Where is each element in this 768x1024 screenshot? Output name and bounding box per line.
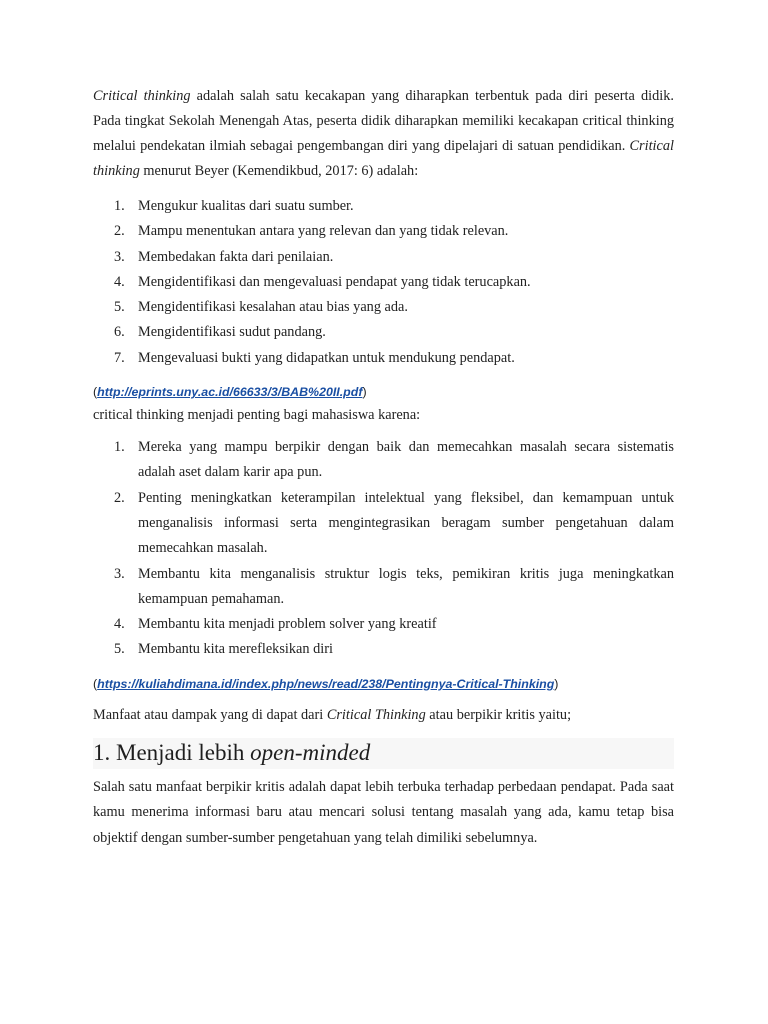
list-item-text: Mengukur kualitas dari suatu sumber. (138, 198, 354, 214)
list-item-number: 1. (114, 439, 125, 456)
critical-thinking-term: Critical Thinking (326, 706, 426, 723)
beyer-criteria-list (93, 194, 674, 371)
reference-2 (93, 674, 674, 694)
list-item (93, 612, 674, 637)
list-item-text: Mengidentifikasi kesalahan atau bias yang ada. (138, 299, 408, 316)
intro-paragraph (93, 84, 674, 184)
list-item-number: 1. (114, 198, 125, 214)
list-item-number: 2. (114, 223, 125, 240)
list-item-text: Mampu menentukan antara yang relevan dan yang tidak relevan. (138, 223, 509, 240)
list-item (93, 346, 674, 371)
heading-prefix: 1. Menjadi lebih (93, 739, 251, 765)
critical-thinking-term: Critical thinking (93, 88, 191, 104)
list-item (93, 219, 674, 244)
list-item-number: 5. (114, 299, 125, 316)
section-heading (93, 738, 674, 769)
list-item-number: 6. (114, 324, 125, 341)
list-item-number: 5. (114, 641, 125, 658)
list-item (93, 637, 674, 662)
intro-text-1: adalah salah satu kecakapan yang diharapkan terbentuk pada diri peserta didik. Pada tingkat Sekolah Menengah Atas, peserta didik diharapkan memiliki kecakapan critical thinking melalui pendekatan ilmiah sebagai pengembangan diri yang dipelajari di satuan pendidikan. (93, 88, 674, 154)
list-item-number: 2. (114, 489, 125, 506)
list-item-number: 4. (114, 616, 125, 633)
benefits-intro-text-1: Manfaat atau dampak yang di dapat dari (93, 706, 327, 723)
list-item-number: 4. (114, 273, 125, 290)
list-item-number: 3. (114, 565, 125, 582)
list-item-text: Penting meningkatkan keterampilan intelektual yang fleksibel, dan kemampuan untuk menganalisis informasi serta mengintegrasikan beragam sumber pengetahuan dalam memecahkan masalah. (138, 489, 674, 557)
reference-link[interactable]: http://eprints.uny.ac.id/66633/3/BAB%20II.pdf (97, 385, 363, 400)
importance-intro: critical thinking menjadi penting bagi mahasiswa karena: (93, 407, 421, 424)
reference-1 (93, 382, 674, 402)
benefits-intro-text-2: atau berpikir kritis yaitu; (425, 706, 572, 723)
benefits-intro (93, 703, 674, 727)
list-item-text: Mengidentifikasi sudut pandang. (138, 324, 326, 341)
importance-list (93, 435, 674, 663)
list-item-number: 3. (114, 248, 125, 265)
intro-text-2: menurut Beyer (Kemendikbud, 2017: 6) adalah: (139, 163, 419, 179)
list-item-text: Mengevaluasi bukti yang didapatkan untuk mendukung pendapat. (138, 349, 515, 366)
list-item-text: Mengidentifikasi dan mengevaluasi pendapat yang tidak terucapkan. (138, 273, 531, 290)
list-item-text: Membantu kita merefleksikan diri (138, 641, 333, 658)
critical-thinking-term: Critical thinking (93, 138, 674, 179)
list-item (93, 295, 674, 320)
list-item (93, 562, 674, 613)
list-item-text: Membedakan fakta dari penilaian. (138, 248, 334, 265)
list-item-text: Membantu kita menganalisis struktur logis teks, pemikiran kritis juga meningkatkan kemampuan pemahaman. (138, 565, 674, 607)
list-item (93, 245, 674, 270)
list-item (93, 320, 674, 345)
list-item (93, 486, 674, 562)
list-item-text: Membantu kita menjadi problem solver yang kreatif (138, 616, 437, 633)
list-item-number: 7. (114, 349, 125, 366)
document-content (93, 84, 674, 851)
reference-open-paren: ( (93, 676, 98, 691)
list-item-text: Mereka yang mampu berpikir dengan baik dan memecahkan masalah secara sistematis adalah aset dalam karir apa pun. (138, 439, 674, 481)
reference-close-paren: ) (554, 676, 559, 691)
reference-close-paren: ) (362, 385, 367, 400)
list-item (93, 435, 674, 486)
reference-link[interactable]: https://kuliahdimana.id/index.php/news/read/238/Pentingnya-Critical-Thinking (97, 676, 555, 691)
list-item (93, 194, 674, 219)
heading-term: open-minded (250, 739, 371, 765)
list-item (93, 270, 674, 295)
open-minded-paragraph: Salah satu manfaat berpikir kritis adalah dapat lebih terbuka terhadap perbedaan pendapat. Pada saat kamu menerima informasi baru atau mencari solusi tentang masalah yang ada, kamu tetap bisa objektif dengan sumber-sumber pengetahuan yang telah dimiliki sebelumnya. (93, 778, 674, 846)
reference-open-paren: ( (93, 385, 98, 400)
